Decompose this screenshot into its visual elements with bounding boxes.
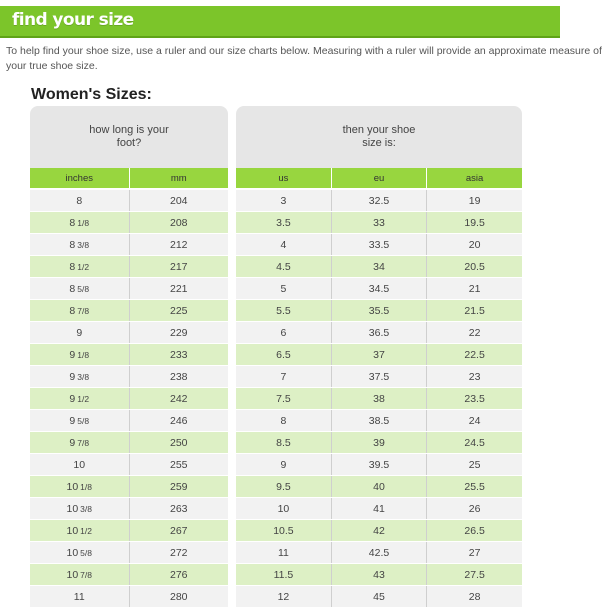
table-row	[236, 476, 522, 498]
table-row	[236, 256, 522, 278]
inches-cell	[30, 366, 129, 388]
table-row	[236, 432, 522, 454]
column-header-us: us	[236, 168, 331, 189]
asia-size-cell: 24	[427, 410, 522, 432]
inches-value: 8	[69, 238, 76, 251]
eu-size-cell: 38.5	[331, 410, 426, 432]
column-header-asia: asia	[427, 168, 522, 189]
inches-value: 9	[69, 370, 76, 383]
inches-cell	[30, 542, 129, 564]
table-row	[30, 520, 228, 542]
inches-fraction: 1/8	[77, 217, 90, 228]
us-size-cell: 4.5	[236, 256, 331, 278]
inches-cell	[30, 520, 129, 542]
inches-fraction: 3/8	[77, 371, 90, 382]
column-header-eu: eu	[331, 168, 426, 189]
table-row	[236, 234, 522, 256]
eu-size-cell: 39.5	[331, 454, 426, 476]
foot-length-heading-text: how long is your foot?	[89, 124, 169, 149]
inches-fraction: 1/2	[77, 261, 90, 272]
inches-cell	[30, 212, 129, 234]
inches-cell	[30, 564, 129, 586]
foot-length-panel	[30, 106, 228, 603]
section-title: Women's Sizes:	[31, 86, 152, 103]
table-row	[236, 410, 522, 432]
eu-size-cell: 41	[331, 498, 426, 520]
table-row	[30, 454, 228, 476]
table-row	[30, 212, 228, 234]
asia-size-cell: 26	[427, 498, 522, 520]
shoe-size-heading-text: then your shoe size is:	[342, 124, 416, 149]
us-size-cell: 5.5	[236, 300, 331, 322]
table-row	[236, 212, 522, 234]
inches-fraction: 5/8	[77, 283, 90, 294]
inches-value: 9	[69, 348, 76, 361]
foot-length-header-row	[30, 168, 228, 189]
asia-size-cell: 19	[427, 189, 522, 212]
inches-fraction: 1/2	[80, 525, 92, 536]
mm-cell: 242	[129, 388, 228, 410]
asia-size-cell: 28	[427, 586, 522, 608]
table-row	[30, 322, 228, 344]
mm-cell: 217	[129, 256, 228, 278]
inches-value: 10	[66, 546, 79, 559]
inches-value: 8	[69, 216, 76, 229]
table-row	[236, 564, 522, 586]
table-row	[30, 498, 228, 520]
us-size-cell: 9	[236, 454, 331, 476]
table-row	[236, 454, 522, 476]
inches-value: 10	[73, 458, 86, 471]
us-size-cell: 8	[236, 410, 331, 432]
inches-value: 10	[66, 480, 79, 493]
mm-cell: 272	[129, 542, 228, 564]
asia-size-cell: 20	[427, 234, 522, 256]
shoe-size-panel	[236, 106, 522, 603]
inches-cell	[30, 322, 129, 344]
inches-cell	[30, 432, 129, 454]
asia-size-cell: 23	[427, 366, 522, 388]
shoe-size-rows	[236, 189, 522, 608]
asia-size-cell: 24.5	[427, 432, 522, 454]
asia-size-cell: 22.5	[427, 344, 522, 366]
inches-fraction: 1/2	[77, 393, 90, 404]
mm-cell: 280	[129, 586, 228, 608]
us-size-cell: 9.5	[236, 476, 331, 498]
mm-cell: 225	[129, 300, 228, 322]
us-size-cell: 6.5	[236, 344, 331, 366]
us-size-cell: 11	[236, 542, 331, 564]
eu-size-cell: 37.5	[331, 366, 426, 388]
table-row	[30, 234, 228, 256]
eu-size-cell: 33.5	[331, 234, 426, 256]
mm-cell: 221	[129, 278, 228, 300]
us-size-cell: 12	[236, 586, 331, 608]
inches-fraction: 1/8	[80, 481, 92, 492]
mm-cell: 212	[129, 234, 228, 256]
mm-cell: 276	[129, 564, 228, 586]
intro-line-2: your true shoe size.	[6, 60, 98, 72]
table-row	[236, 520, 522, 542]
column-header-mm: mm	[129, 168, 228, 189]
asia-size-cell: 21.5	[427, 300, 522, 322]
inches-fraction: 7/8	[80, 569, 92, 580]
eu-size-cell: 35.5	[331, 300, 426, 322]
eu-size-cell: 42.5	[331, 542, 426, 564]
eu-size-cell: 45	[331, 586, 426, 608]
asia-size-cell: 19.5	[427, 212, 522, 234]
table-row	[30, 366, 228, 388]
table-row	[236, 586, 522, 608]
inches-cell	[30, 454, 129, 476]
eu-size-cell: 39	[331, 432, 426, 454]
table-row	[30, 542, 228, 564]
table-row	[236, 498, 522, 520]
eu-size-cell: 34	[331, 256, 426, 278]
inches-cell	[30, 234, 129, 256]
inches-value: 9	[69, 436, 76, 449]
table-row	[236, 278, 522, 300]
asia-size-cell: 23.5	[427, 388, 522, 410]
inches-value: 8	[69, 304, 76, 317]
asia-size-cell: 27.5	[427, 564, 522, 586]
inches-value: 8	[69, 282, 76, 295]
us-size-cell: 7	[236, 366, 331, 388]
eu-size-cell: 34.5	[331, 278, 426, 300]
inches-fraction: 5/8	[77, 415, 90, 426]
inches-cell	[30, 476, 129, 498]
inches-fraction: 1/8	[77, 349, 90, 360]
eu-size-cell: 38	[331, 388, 426, 410]
inches-value: 8	[76, 194, 83, 207]
table-row	[30, 256, 228, 278]
eu-size-cell: 36.5	[331, 322, 426, 344]
intro-text	[6, 44, 602, 74]
us-size-cell: 5	[236, 278, 331, 300]
asia-size-cell: 26.5	[427, 520, 522, 542]
table-row	[236, 322, 522, 344]
foot-length-heading	[30, 106, 228, 168]
inches-fraction: 7/8	[77, 305, 90, 316]
inches-cell	[30, 388, 129, 410]
asia-size-cell: 22	[427, 322, 522, 344]
inches-cell	[30, 586, 129, 608]
us-size-cell: 7.5	[236, 388, 331, 410]
eu-size-cell: 43	[331, 564, 426, 586]
us-size-cell: 10.5	[236, 520, 331, 542]
mm-cell: 267	[129, 520, 228, 542]
inches-cell	[30, 410, 129, 432]
table-row	[236, 300, 522, 322]
mm-cell: 255	[129, 454, 228, 476]
inches-fraction: 3/8	[80, 503, 92, 514]
intro-line-1: To help find your shoe size, use a ruler and our size charts below. Measuring with a ruler will provide an approximate measure of	[6, 45, 602, 57]
mm-cell: 246	[129, 410, 228, 432]
inches-value: 9	[76, 326, 83, 339]
inches-value: 9	[69, 392, 76, 405]
inches-cell	[30, 256, 129, 278]
eu-size-cell: 33	[331, 212, 426, 234]
mm-cell: 233	[129, 344, 228, 366]
mm-cell: 229	[129, 322, 228, 344]
inches-fraction: 7/8	[77, 437, 90, 448]
inches-cell	[30, 300, 129, 322]
table-row	[236, 366, 522, 388]
table-row	[30, 388, 228, 410]
mm-cell: 238	[129, 366, 228, 388]
mm-cell: 204	[129, 189, 228, 212]
us-size-cell: 6	[236, 322, 331, 344]
inches-value: 11	[73, 590, 85, 603]
mm-cell: 208	[129, 212, 228, 234]
asia-size-cell: 21	[427, 278, 522, 300]
inches-cell	[30, 189, 129, 212]
table-row	[30, 564, 228, 586]
inches-cell	[30, 278, 129, 300]
table-row	[30, 278, 228, 300]
shoe-size-heading	[236, 106, 522, 168]
eu-size-cell: 37	[331, 344, 426, 366]
mm-cell: 250	[129, 432, 228, 454]
table-row	[30, 189, 228, 212]
eu-size-cell: 32.5	[331, 189, 426, 212]
page-title: find your size	[12, 10, 134, 30]
header-banner	[0, 6, 560, 38]
foot-length-rows	[30, 189, 228, 608]
table-row	[30, 476, 228, 498]
asia-size-cell: 25	[427, 454, 522, 476]
table-row	[236, 388, 522, 410]
us-size-cell: 11.5	[236, 564, 331, 586]
eu-size-cell: 40	[331, 476, 426, 498]
inches-cell	[30, 498, 129, 520]
table-row	[236, 542, 522, 564]
inches-cell	[30, 344, 129, 366]
mm-cell: 263	[129, 498, 228, 520]
eu-size-cell: 42	[331, 520, 426, 542]
us-size-cell: 3.5	[236, 212, 331, 234]
us-size-cell: 4	[236, 234, 331, 256]
shoe-size-header-row	[236, 168, 522, 189]
table-row	[30, 300, 228, 322]
us-size-cell: 8.5	[236, 432, 331, 454]
shoe-size-table	[236, 168, 522, 608]
us-size-cell: 3	[236, 189, 331, 212]
table-row	[30, 432, 228, 454]
table-row	[236, 344, 522, 366]
column-header-inches: inches	[30, 168, 129, 189]
inches-value: 10	[66, 524, 79, 537]
foot-length-table	[30, 168, 228, 608]
inches-value: 10	[66, 502, 79, 515]
inches-value: 10	[66, 568, 79, 581]
inches-value: 8	[69, 260, 76, 273]
table-row	[30, 410, 228, 432]
mm-cell: 259	[129, 476, 228, 498]
asia-size-cell: 25.5	[427, 476, 522, 498]
asia-size-cell: 20.5	[427, 256, 522, 278]
inches-value: 9	[69, 414, 76, 427]
us-size-cell: 10	[236, 498, 331, 520]
inches-fraction: 5/8	[80, 547, 92, 558]
asia-size-cell: 27	[427, 542, 522, 564]
table-row	[30, 586, 228, 608]
table-row	[236, 189, 522, 212]
inches-fraction: 3/8	[77, 239, 90, 250]
table-row	[30, 344, 228, 366]
